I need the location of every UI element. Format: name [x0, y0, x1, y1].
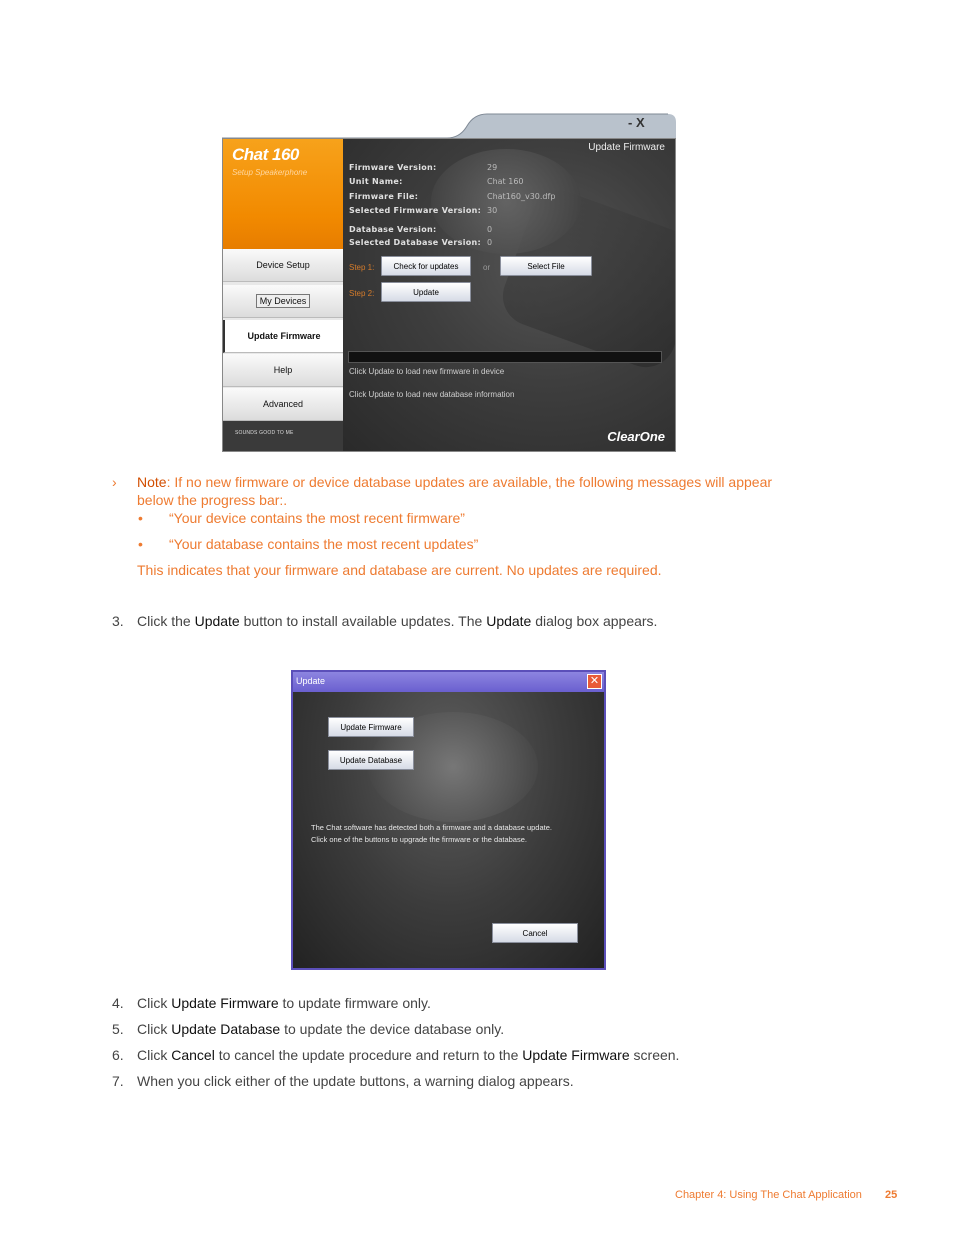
text-segment: screen.: [629, 1047, 680, 1063]
field-label: Database Version:: [349, 225, 437, 234]
update-database-button[interactable]: Update Database: [328, 750, 414, 770]
ui-term: Update: [194, 613, 240, 629]
text-segment: Click: [137, 995, 172, 1011]
check-for-updates-button[interactable]: Check for updates: [381, 256, 471, 276]
window-controls[interactable]: - X: [628, 115, 645, 130]
step3-text: [137, 612, 657, 630]
ui-term: Cancel: [171, 1047, 215, 1063]
update-dialog: [291, 670, 606, 970]
database-message: Click Update to load new database information: [349, 390, 515, 399]
step2-label: Step 2:: [349, 289, 375, 298]
nav-help[interactable]: [223, 354, 343, 387]
field-value: 0: [487, 225, 493, 234]
note-text: : If no new firmware or device database updates are available, the following messages will appear: [166, 474, 773, 490]
field-value: 0: [487, 238, 493, 247]
field-label: Firmware Version:: [349, 163, 437, 172]
nav-my-devices[interactable]: [223, 285, 343, 318]
sidebar: [223, 139, 343, 451]
dialog-title: Update: [293, 672, 604, 692]
footer-chapter: Chapter 4: Using The Chat Application: [675, 1189, 862, 1201]
step5-number: 5.: [112, 1021, 124, 1037]
nav-device-setup-label: Device Setup: [256, 260, 310, 270]
note-arrow: ›: [112, 474, 117, 490]
field-label: Selected Firmware Version:: [349, 206, 482, 215]
field-value: 30: [487, 206, 498, 215]
progress-bar: [348, 351, 662, 363]
note-bullet-firmware: “Your device contains the most recent firmware”: [169, 510, 465, 526]
step6-number: 6.: [112, 1047, 124, 1063]
nav-my-devices-label: My Devices: [256, 294, 311, 308]
note-label: Note: [137, 474, 167, 490]
field-label: Selected Database Version:: [349, 238, 482, 247]
step4-text: [137, 994, 431, 1012]
nav-help-label: Help: [273, 365, 293, 375]
bullet-icon: •: [138, 536, 143, 552]
step7-number: 7.: [112, 1073, 124, 1089]
window-title-tab: [222, 112, 676, 138]
text-segment: to update the device database only.: [280, 1021, 505, 1037]
text-segment: to cancel the update procedure and return to the: [214, 1047, 523, 1063]
note-bullet-database: “Your database contains the most recent updates”: [169, 536, 479, 552]
text-segment: Click: [137, 1021, 172, 1037]
close-icon[interactable]: ✕: [587, 674, 602, 689]
field-label: Firmware File:: [349, 192, 419, 201]
ui-term: Update Database: [171, 1021, 281, 1037]
cancel-button[interactable]: Cancel: [492, 923, 578, 943]
brand-subtitle: Setup Speakerphone: [232, 168, 308, 177]
note-paragraph: [137, 473, 817, 491]
step7-text: When you click either of the update buttons, a warning dialog appears.: [137, 1073, 574, 1089]
update-button[interactable]: Update: [381, 282, 471, 302]
step5-text: [137, 1020, 504, 1038]
text-segment: dialog box appears.: [531, 613, 658, 629]
bullet-icon: •: [138, 510, 143, 526]
chat-app-window: [222, 112, 676, 452]
nav-update-firmware[interactable]: [223, 320, 343, 353]
nav-advanced[interactable]: [223, 388, 343, 421]
firmware-message: Click Update to load new firmware in device: [349, 367, 505, 376]
ui-term: Update Firmware: [522, 1047, 630, 1063]
update-firmware-panel: [343, 139, 675, 451]
text-segment: button to install available updates. The: [239, 613, 487, 629]
field-value: Chat 160: [487, 177, 524, 186]
nav-advanced-label: Advanced: [262, 399, 304, 409]
brand-title: Chat 160: [232, 145, 299, 164]
field-label: Unit Name:: [349, 177, 403, 186]
or-label: or: [483, 263, 491, 272]
text-segment: to update firmware only.: [278, 995, 431, 1011]
field-value: 29: [487, 163, 498, 172]
text-segment: Click: [137, 1047, 172, 1063]
note-text-2: below the progress bar:.: [137, 492, 288, 508]
brand-panel: [223, 139, 343, 249]
select-file-button[interactable]: Select File: [500, 256, 592, 276]
app-body: [222, 138, 676, 452]
footer-page-number: 25: [885, 1189, 898, 1201]
ui-term: Update: [486, 613, 532, 629]
nav-update-firmware-label: Update Firmware: [247, 331, 321, 341]
step3-number: 3.: [112, 613, 124, 629]
dialog-message-1: The Chat software has detected both a firmware and a database update.: [311, 823, 552, 832]
ui-term: Update Firmware: [171, 995, 279, 1011]
text-segment: Click the: [137, 613, 195, 629]
panel-title: Update Firmware: [588, 142, 665, 153]
step1-label: Step 1:: [349, 263, 375, 272]
step4-number: 4.: [112, 995, 124, 1011]
nav-device-setup[interactable]: [223, 249, 343, 282]
update-firmware-button[interactable]: Update Firmware: [328, 717, 414, 737]
note-conclusion: This indicates that your firmware and database are current. No updates are required.: [137, 562, 662, 578]
dialog-message-2: Click one of the buttons to upgrade the firmware or the database.: [311, 835, 527, 844]
step6-text: [137, 1046, 679, 1064]
clearone-logo: ClearOne: [607, 429, 665, 444]
field-value: Chat160_v30.dfp: [487, 192, 556, 201]
sidebar-tagline: SOUNDS GOOD TO ME: [223, 421, 343, 451]
